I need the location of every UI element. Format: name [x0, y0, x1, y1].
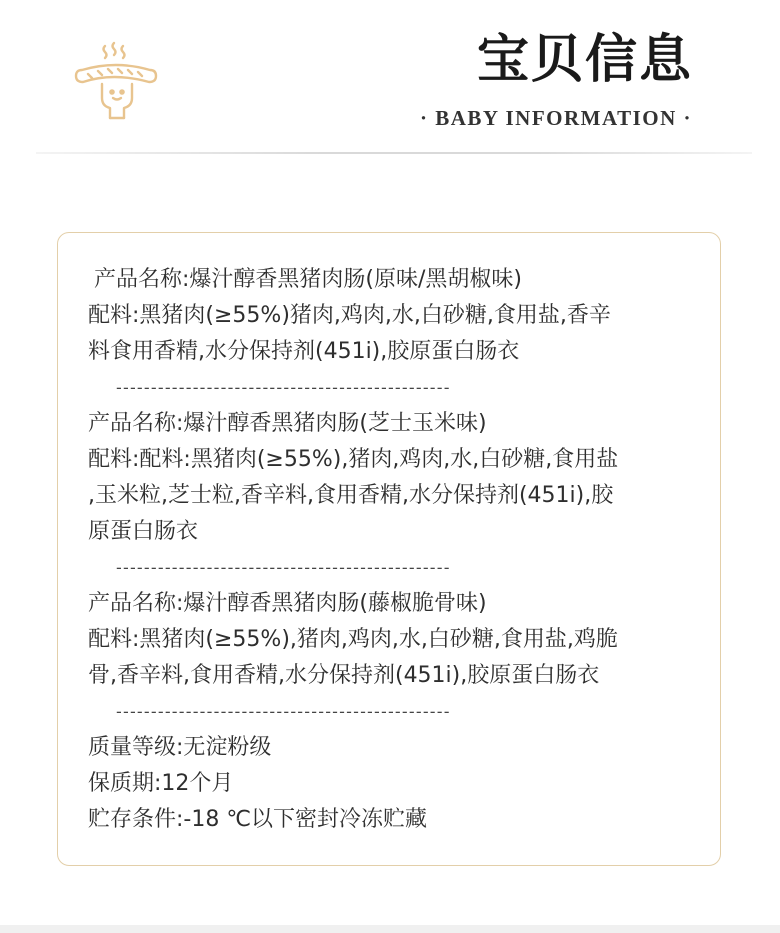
ingredients-1-line-2: 料食用香精,水分保持剂(451i),胶原蛋白肠衣: [88, 339, 520, 364]
ingredients-2-line-2: ,玉米粒,芝士粒,香辛料,食用香精,水分保持剂(451i),胶: [88, 483, 614, 508]
info-content: [88, 262, 696, 838]
product-name-3: 产品名称:爆汁醇香黑猪肉肠(藤椒脆骨味): [88, 591, 487, 616]
section-divider-2: ------------------------------------------------: [116, 558, 451, 577]
section-divider-3: ------------------------------------------------: [116, 702, 451, 721]
quality-grade: 质量等级:无淀粉级: [88, 735, 272, 760]
ingredients-1-line-1: 配料:黑猪肉(≥55%)猪肉,鸡肉,水,白砂糖,食用盐,香辛: [88, 303, 611, 328]
section-divider-1: ------------------------------------------------: [116, 378, 451, 397]
ingredients-3-line-2: 骨,香辛料,食用香精,水分保持剂(451i),胶原蛋白肠衣: [88, 663, 600, 688]
shelf-life: 保质期:12个月: [88, 771, 234, 796]
product-name-2: 产品名称:爆汁醇香黑猪肉肠(芝士玉米味): [88, 411, 487, 436]
page-subtitle: · BABY INFORMATION ·: [419, 106, 693, 130]
ingredients-2-line-3: 原蛋白肠衣: [88, 519, 199, 544]
page-title: 宝贝信息: [476, 29, 693, 90]
product-name-1: 产品名称:爆汁醇香黑猪肉肠(原味/黑胡椒味): [94, 267, 522, 292]
header-divider: [36, 152, 752, 154]
ingredients-2-line-1: 配料:配料:黑猪肉(≥55%),猪肉,鸡肉,水,白砂糖,食用盐: [88, 447, 619, 472]
bottom-band: [0, 925, 780, 933]
storage-conditions: 贮存条件:-18 ℃以下密封冷冻贮藏: [88, 807, 428, 832]
ingredients-3-line-1: 配料:黑猪肉(≥55%),猪肉,鸡肉,水,白砂糖,食用盐,鸡脆: [88, 627, 618, 652]
sausage-fork-icon: [74, 40, 160, 120]
